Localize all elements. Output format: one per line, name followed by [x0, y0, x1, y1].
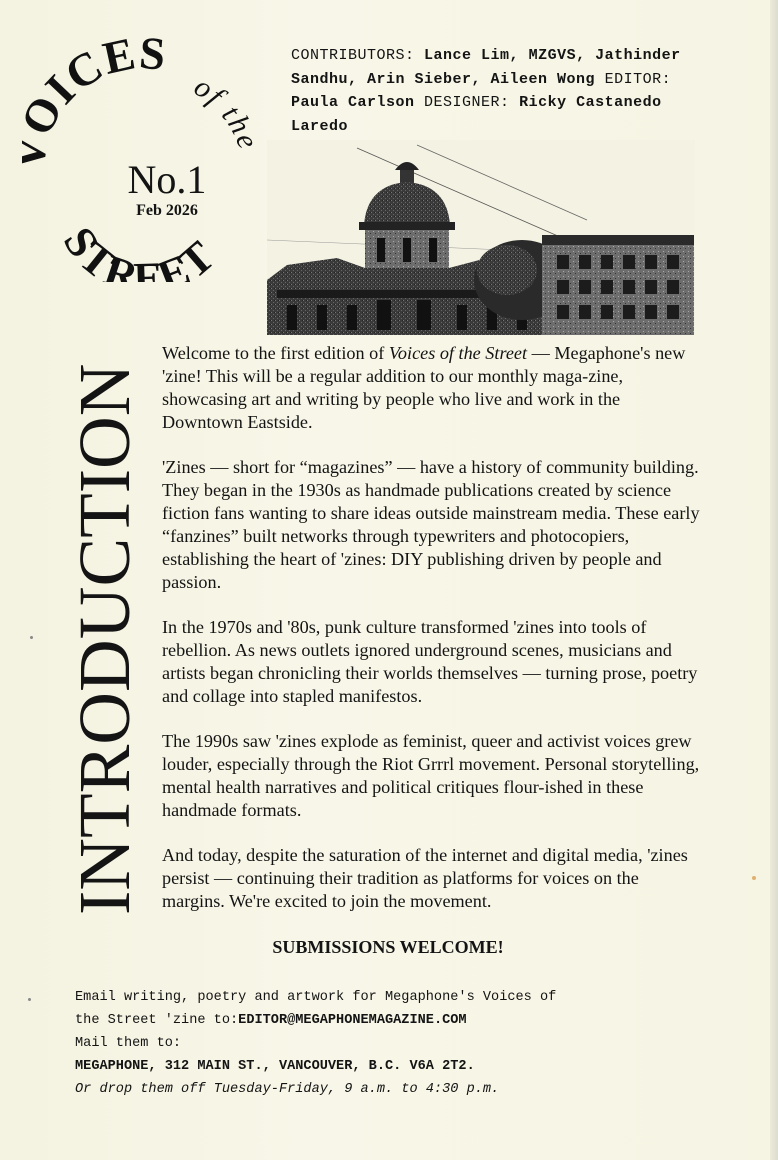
submission-line-2-text: the Street 'zine to:: [75, 1013, 239, 1028]
paragraph-1: [162, 342, 702, 434]
speck: [752, 876, 756, 880]
p1-intro: Welcome to the first edition of: [162, 343, 389, 363]
submission-line-1: Email writing, poetry and artwork for Megaphone's Voices of: [75, 990, 557, 1005]
paragraph-5: And today, despite the saturation of the internet and digital media, 'zines persist — continuing their tradition as platforms for voices on the margins. We're excited to join the movement.: [162, 845, 688, 911]
submission-details: [75, 986, 715, 1101]
designer-name: Ricky Castanedo Laredo: [291, 94, 662, 135]
editor-email: EDITOR@MEGAPHONEMAGAZINE.COM: [238, 1013, 467, 1028]
editor-name: Paula Carlson: [291, 94, 415, 111]
contributors-label: CONTRIBUTORS:: [291, 47, 415, 64]
masthead-logo: [22, 32, 262, 282]
submission-line-3: Mail them to:: [75, 1036, 182, 1051]
editor-label: EDITOR:: [604, 70, 672, 88]
mailing-address: MEGAPHONE, 312 MAIN ST., VANCOUVER, B.C. V6A 2T2.: [75, 1059, 475, 1074]
title-of-the: of the: [188, 69, 262, 155]
speck: [30, 636, 33, 639]
issue-date: Feb 2026: [136, 202, 198, 219]
article-body: [162, 342, 702, 913]
designer-label: DESIGNER:: [424, 94, 510, 111]
submissions-heading: SUBMISSIONS WELCOME!: [272, 937, 504, 957]
title-voices: ICES: [35, 32, 169, 114]
paragraph-4: The 1990s saw 'zines explode as feminist, queer and activist voices grew louder, especially through the Riot Grrrl movement. Personal storytelling, mental health narratives and political critiques flour-ished in these handmade formats.: [162, 731, 700, 820]
intro-heading: INTRODUCTION: [64, 363, 145, 915]
contributors-names: Lance Lim, MZGVS, Jathinder Sandhu, Arin Sieber, Aileen Wong: [291, 47, 681, 88]
drop-off-hours: Or drop them off Tuesday-Friday, 9 a.m. to 4:30 p.m.: [75, 1082, 500, 1097]
p1-rest: — Megaphone's new 'zine! This will be a regular addition to our monthly maga-zine, showcasing art and writing by people who live and work in the Downtown Eastside.: [162, 343, 686, 432]
page-edge-shadow: [770, 0, 778, 1160]
speck: [28, 998, 31, 1001]
credits-block: [291, 44, 721, 138]
title-street: STREET: [53, 218, 226, 282]
issue-number: No.1: [127, 157, 207, 202]
p1-zine-title: Voices of the Street: [388, 343, 528, 363]
paragraph-3: In the 1970s and '80s, punk culture transformed 'zines into tools of rebellion. As news outlets ignored underground scenes, musicians and artists began chronicling their worlds themselves — turning prose, poetry and collage into stapled manifestos.: [162, 617, 698, 706]
building-photo: [267, 140, 695, 335]
paragraph-2: 'Zines — short for “magazines” — have a history of community building. They began in the 1930s as handmade publications created by science fiction fans wanting to share ideas outside mainstream media. These early “fanzines” built networks through typewriters and photocopiers, establishing the heart of 'zines: DIY publishing driven by people and passion.: [162, 457, 700, 592]
submission-line-2: [75, 1009, 715, 1032]
